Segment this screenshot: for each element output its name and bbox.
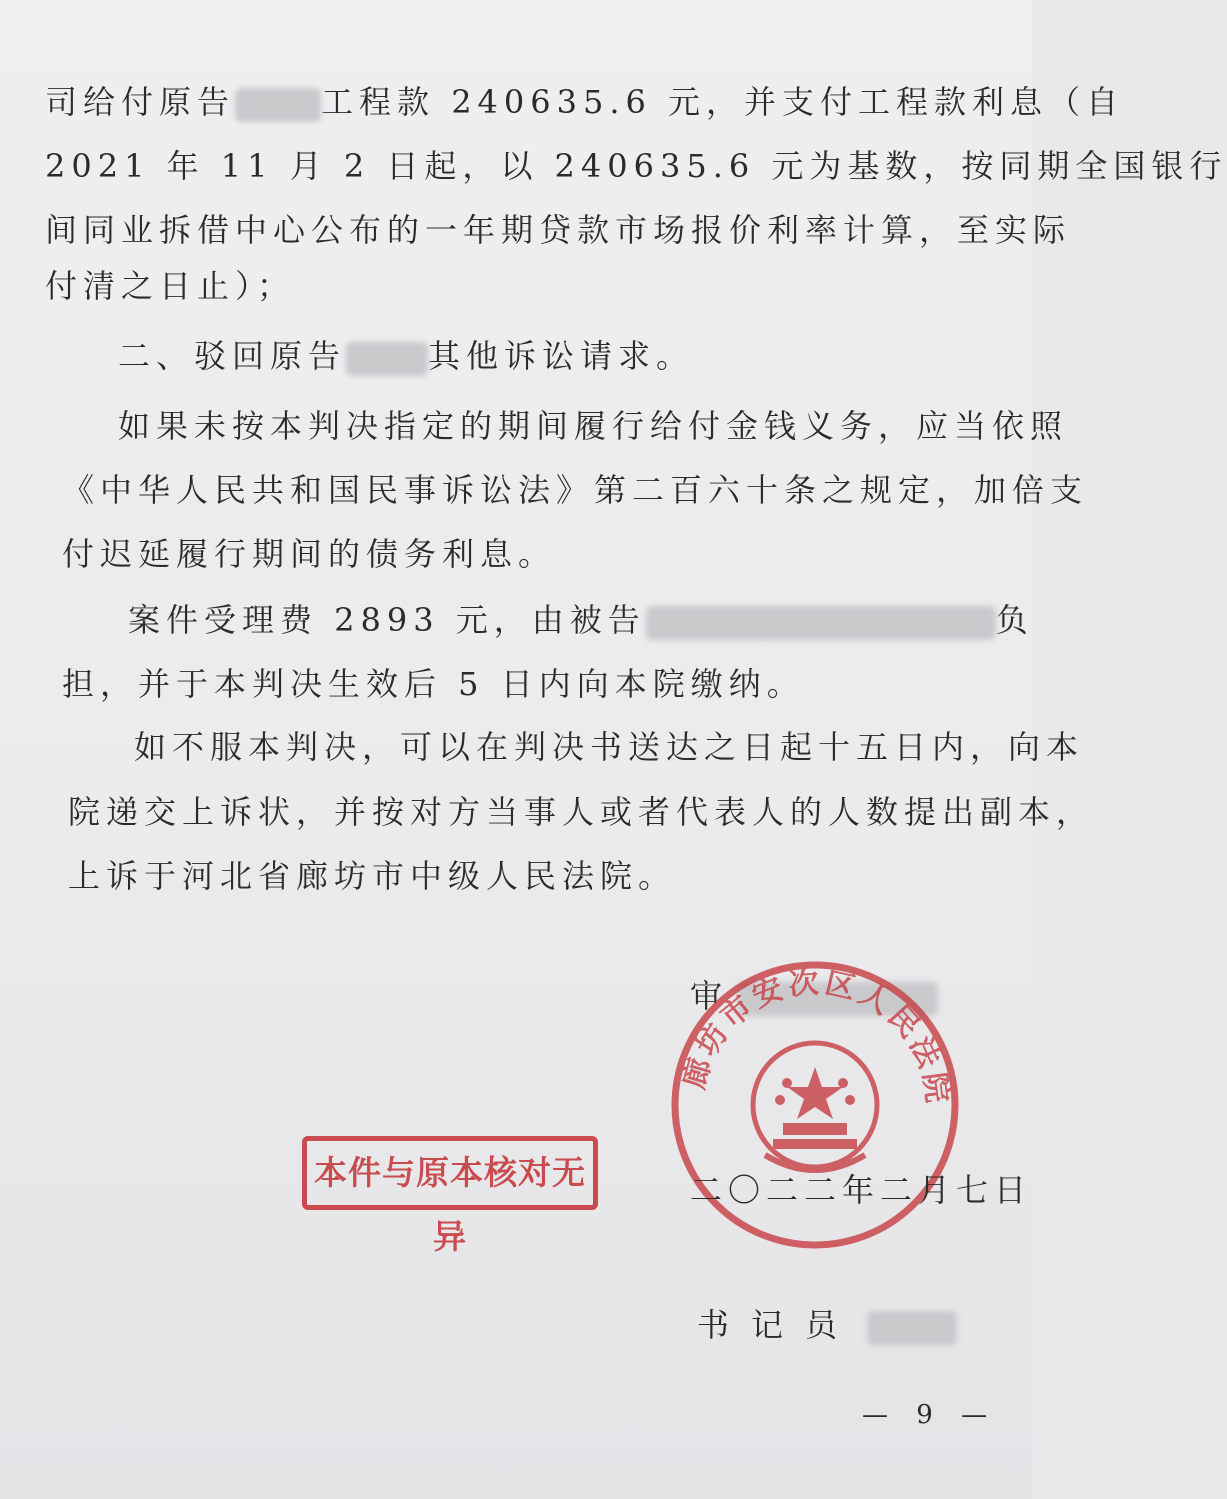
text-line-4: 付清之日止）； [45, 267, 296, 305]
text-line-12: 院递交上诉状，并按对方当事人或者代表人的人数提出副本， [68, 793, 1095, 831]
text-line-5: 二、驳回原告 其他诉讼请求。 [118, 337, 695, 375]
national-emblem-icon [753, 1043, 877, 1170]
copy-verified-stamp: 本件与原本核对无异 [302, 1136, 598, 1210]
redaction-blur [646, 606, 996, 640]
judge-line: 审 [690, 976, 938, 1016]
text-line-8: 付迟延履行期间的债务利息。 [62, 535, 557, 573]
judgment-date: 二〇二二年二月七日 [690, 1171, 1033, 1209]
court-seal [665, 955, 965, 1255]
text-line-1: 司给付原告 工程款 240635.6 元，并支付工程款利息（自 [45, 83, 1125, 121]
redaction-blur [235, 88, 321, 122]
redaction-blur [867, 1311, 957, 1345]
seal-ring-text: 廊坊市安次区人民法院 [676, 965, 956, 1109]
text-line-9: 案件受理费 2893 元，由被告 负 [128, 601, 1034, 639]
text-line-13: 上诉于河北省廊坊市中级人民法院。 [68, 857, 677, 895]
redaction-blur [346, 342, 428, 376]
text-line-3: 间同业拆借中心公布的一年期贷款市场报价利率计算，至实际 [45, 211, 1072, 249]
page-number: — 9 — [862, 1400, 998, 1430]
text-line-7: 《中华人民共和国民事诉讼法》第二百六十条之规定，加倍支 [62, 471, 1089, 509]
text-line-10: 担，并于本判决生效后 5 日内向本院缴纳。 [62, 665, 805, 703]
text-line-2: 2021 年 11 月 2 日起，以 240635.6 元为基数，按同期全国银行 [45, 147, 1227, 185]
text-line-6: 如果未按本判决指定的期间履行给付金钱义务，应当依照 [118, 407, 1069, 445]
text-line-11: 如不服本判决，可以在判决书送达之日起十五日内，向本 [134, 728, 1085, 766]
clerk-line: 书记员 [697, 1305, 957, 1345]
